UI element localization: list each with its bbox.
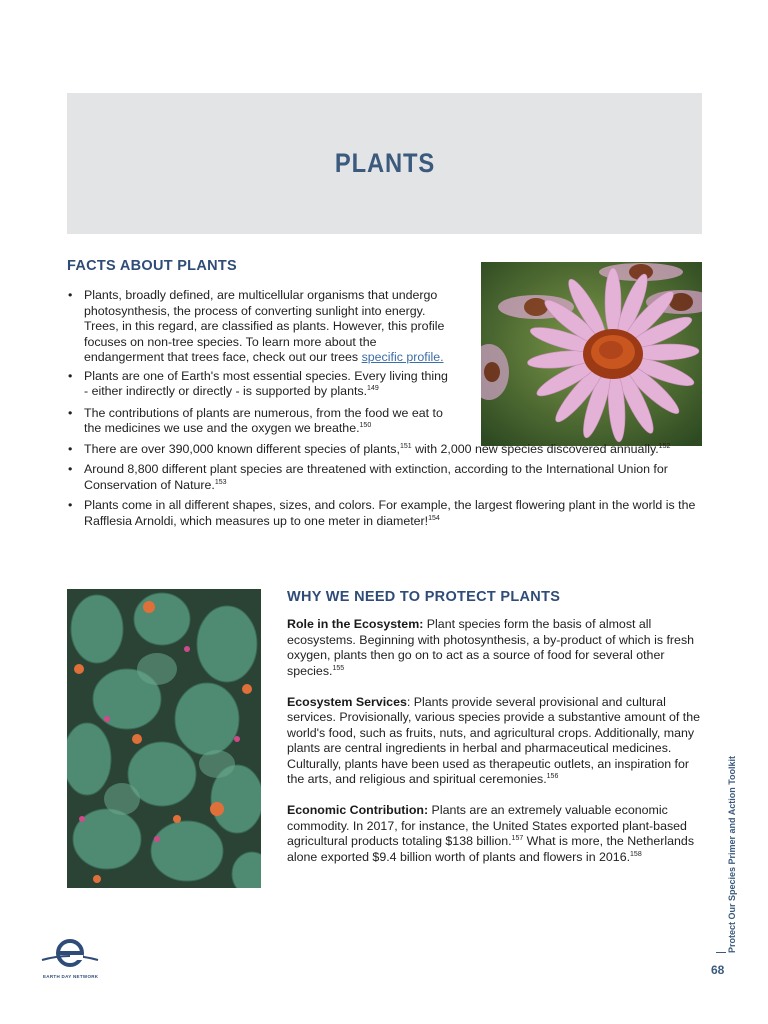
paragraph-ecosystem-services: Ecosystem Services: Plants provide several provisional and cultural services. Provisionally, various species provide a substantive amount of the world's food, such as fruits, nuts, and agricultural crops. Additionally, many plants are central ingredients in herbal and pharmaceutical medicines. Culturally, plants have been used as therapeutic outlets, an inspiration for the arts, and religious and spiritual ceremonies.$^{156}$ (287, 694, 700, 786)
side-divider (716, 952, 726, 953)
why-protect-heading: WHY WE NEED TO PROTECT PLANTS (287, 589, 561, 605)
specific-profile-link[interactable]: specific profile. (361, 350, 444, 364)
list-item: • There are over 390,000 known different species of plants,$^{151}$ with 2,000 new species discovered annually.$^{152}$ (67, 442, 718, 458)
page-number: 68 (711, 963, 725, 977)
paragraph-role-in-ecosystem: Role in the Ecosystem: Plant species form the basis of almost all ecosystems. Beginning with photosynthesis, a by-product of which is fresh oxygen, plants then go on to act as a source of food for several other species.$^{155}$ (287, 617, 695, 678)
side-document-title: Protect Our Species Primer and Action Toolkit (727, 755, 737, 953)
list-item: • Plants, broadly defined, are multicellular organisms that undergo photosynthesis, the process of converting sunlight into energy. Trees, in this regard, are classified as plants. However, this profile focuses on non-tree species. To learn more about the endangerment that trees face, check out our trees specific profile. (67, 288, 454, 366)
flowering-cactus-photo (67, 589, 261, 888)
logo-text: EARTH DAY NETWORK (43, 974, 99, 979)
list-item: • Around 8,800 different plant species are threatened with extinction, according to the International Union for Conservation of Nature.$^{153}$ (67, 462, 718, 493)
list-item: • Plants are one of Earth's most essential species. Every living thing - either indirectly or directly - is supported by plants.$^{149}$ (67, 369, 454, 400)
facts-heading: FACTS ABOUT PLANTS (67, 258, 237, 274)
why-protect-body (287, 617, 701, 881)
list-item: • Plants come in all different shapes, sizes, and colors. For example, the largest flowering plant in the world is the Rafflesia Arnoldi, which measures up to one meter in diameter!$^{154}$ (67, 498, 718, 529)
paragraph-economic-contribution: Economic Contribution: Plants are an extremely valuable economic commodity. In 2017, for instance, the United States exported plant-based agricultural products totaling $138 billion.$^{157}$ What is more, the Netherlands alone exported $9.4 billion worth of plants and flowers in 2016.$^{158}$ (287, 803, 695, 864)
page-title: PLANTS (334, 148, 435, 178)
facts-list (67, 288, 718, 529)
list-item: • The contributions of plants are numerous, from the food we eat to the medicines we use and the oxygen we breathe.$^{150}$ (67, 406, 454, 437)
title-banner (67, 93, 702, 234)
